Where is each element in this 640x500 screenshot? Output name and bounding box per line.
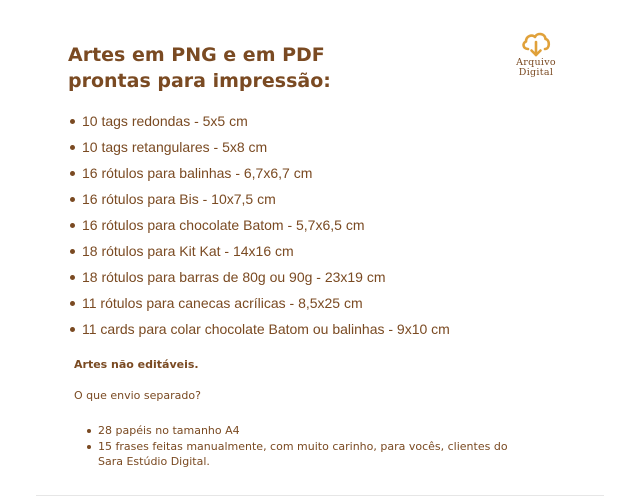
- brand-logo: [508, 30, 564, 78]
- list-item: 16 rótulos para chocolate Batom - 5,7x6,5 cm: [68, 212, 588, 238]
- brand-logo-line-1: Arquivo: [516, 57, 556, 68]
- list-item: 11 rótulos para canecas acrílicas - 8,5x25 cm: [68, 290, 588, 316]
- list-item: 15 frases feitas manualmente, com muito carinho, para vocês, clientes do Sara Estúdio Digital.: [86, 439, 536, 469]
- list-item: 16 rótulos para balinhas - 6,7x6,7 cm: [68, 160, 588, 186]
- list-item: 18 rótulos para Kit Kat - 14x16 cm: [68, 238, 588, 264]
- page-title: [68, 42, 331, 94]
- list-item: 18 rótulos para barras de 80g ou 90g - 23x19 cm: [68, 264, 588, 290]
- list-item: 16 rótulos para Bis - 10x7,5 cm: [68, 186, 588, 212]
- cloud-download-icon: [519, 30, 553, 58]
- non-editable-note: Artes não editáveis.: [74, 358, 199, 371]
- list-item: 10 tags redondas - 5x5 cm: [68, 108, 588, 134]
- list-item: 28 papéis no tamanho A4: [86, 423, 536, 438]
- separate-items-question: O que envio separado?: [74, 389, 201, 402]
- page-title-line-2: prontas para impressão:: [68, 70, 331, 92]
- brand-logo-text: [508, 58, 564, 78]
- divider: [36, 495, 604, 496]
- list-item: 11 cards para colar chocolate Batom ou balinhas - 9x10 cm: [68, 316, 588, 342]
- brand-logo-line-2: Digital: [518, 67, 554, 78]
- extras-list: [86, 423, 536, 470]
- list-item: 10 tags retangulares - 5x8 cm: [68, 134, 588, 160]
- products-list: [68, 108, 588, 342]
- page-title-line-1: Artes em PNG e em PDF: [68, 44, 325, 66]
